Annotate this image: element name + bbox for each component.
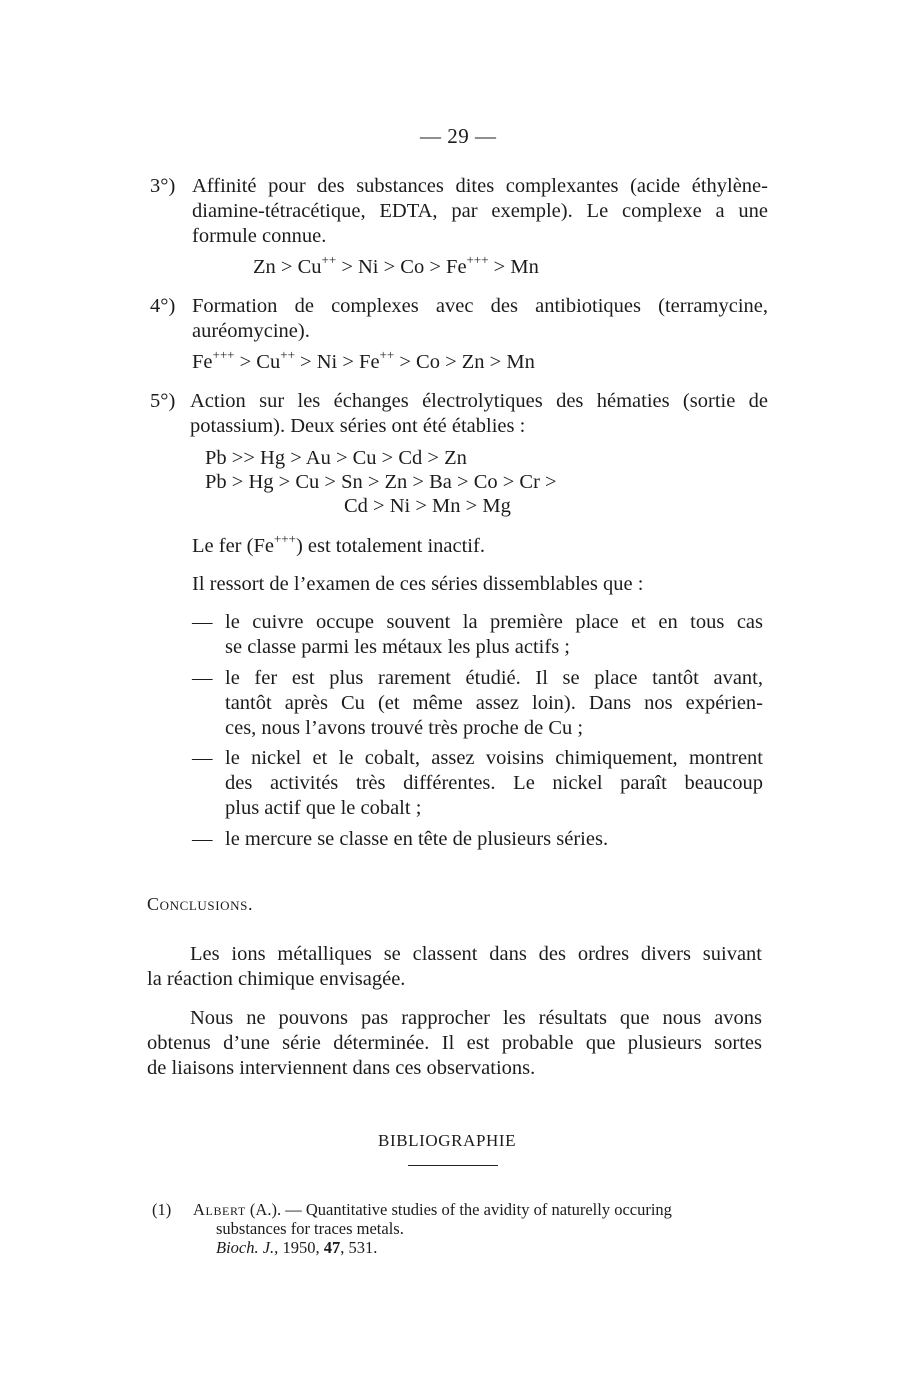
bullet-2-line-3: ces, nous l’avons trouvé très proche de Cu ; <box>225 717 584 739</box>
item-4-line-2: auréomycine). <box>192 320 310 342</box>
bullet-2-line-1: le fer est plus rarement étudié. Il se place tantôt avant, <box>225 667 763 689</box>
page-number: — 29 — <box>420 124 497 148</box>
bullet-2-line-2: tantôt après Cu (et même assez loin). Dans nos expérien- <box>225 692 763 714</box>
series-text: > Cu <box>234 351 281 373</box>
note-text: Le fer (Fe <box>192 535 274 557</box>
item-5-series-1: Pb >> Hg > Au > Cu > Cd > Zn <box>205 447 467 469</box>
conclusions-para-2-line-1: Nous ne pouvons pas rapprocher les résultats que nous avons <box>190 1007 762 1029</box>
series-text: Zn > Cu <box>253 256 322 278</box>
charge-superscript: ++ <box>321 252 337 268</box>
bullet-1-line-2: se classe parmi les métaux les plus actifs ; <box>225 636 570 658</box>
conclusions-heading: Conclusions. <box>147 894 254 914</box>
conclusions-para-1-line-1: Les ions métalliques se classent dans des ordres divers suivant <box>190 943 762 965</box>
charge-superscript: +++ <box>466 252 489 268</box>
item-5-series-2: Pb > Hg > Cu > Sn > Zn > Ba > Co > Cr > <box>205 471 557 493</box>
heading-divider <box>408 1165 498 1166</box>
reference-pages: , 531. <box>340 1238 378 1257</box>
bullet-dash: — <box>192 828 213 850</box>
item-3-line-1: Affinité pour des substances dites complexantes (acide éthylène- <box>192 175 768 197</box>
reference-journal: Bioch. J., <box>216 1238 279 1257</box>
item-5-line-1: Action sur les échanges électrolytiques des hématies (sortie de <box>190 390 768 412</box>
bibliography-heading: BIBLIOGRAPHIE <box>378 1131 517 1150</box>
item-3-number: 3°) <box>150 175 176 197</box>
item-4-line-1: Formation de complexes avec des antibiotiques (terramycine, <box>192 295 768 317</box>
conclusions-para-2-line-3: de liaisons interviennent dans ces observations. <box>147 1057 536 1079</box>
conclusions-para-2-line-2: obtenus d’une série déterminée. Il est probable que plusieurs sortes <box>147 1032 762 1054</box>
bullet-3-line-1: le nickel et le cobalt, assez voisins chimiquement, montrent <box>225 747 763 769</box>
item-5-series-2-cont: Cd > Ni > Mn > Mg <box>344 495 511 517</box>
iron-note <box>192 531 485 559</box>
item-3-line-3: formule connue. <box>192 225 327 247</box>
bullet-3-line-3: plus actif que le cobalt ; <box>225 797 422 819</box>
series-text: > Ni > Fe <box>294 351 380 373</box>
bullet-dash: — <box>192 611 213 633</box>
charge-superscript: ++ <box>379 347 395 363</box>
series-text: > Co > Zn > Mn <box>394 351 535 373</box>
item-3-line-2: diamine-tétracétique, EDTA, par exemple). Le complexe a une <box>192 200 768 222</box>
charge-superscript: +++ <box>212 347 235 363</box>
item-5-number: 5°) <box>150 390 176 412</box>
item-5-line-2: potassium). Deux séries ont été établies : <box>190 415 526 437</box>
series-text: > Ni > Co > Fe <box>336 256 467 278</box>
conclusions-para-1-line-2: la réaction chimique envisagée. <box>147 968 406 990</box>
bullet-4-line-1: le mercure se classe en tête de plusieurs séries. <box>225 828 609 850</box>
item-4-series <box>192 347 535 375</box>
note-text: ) est totalement inactif. <box>295 535 485 557</box>
series-text: Fe <box>192 351 213 373</box>
observation-intro: Il ressort de l’examen de ces séries dissemblables que : <box>192 573 644 595</box>
reference-author: Albert <box>193 1200 246 1219</box>
reference-number: (1) <box>152 1200 172 1219</box>
reference-1-line-1 <box>193 1200 672 1219</box>
charge-superscript: ++ <box>280 347 295 363</box>
reference-title: (A.). — Quantitative studies of the avidity of naturelly occuring <box>245 1200 672 1219</box>
item-3-series <box>253 252 539 280</box>
bullet-3-line-2: des activités très différentes. Le nickel paraît beaucoup <box>225 772 763 794</box>
bullet-1-line-1: le cuivre occupe souvent la première place et en tous cas <box>225 611 763 633</box>
series-text: > Mn <box>488 256 539 278</box>
reference-year: 1950, <box>278 1238 324 1257</box>
item-4-number: 4°) <box>150 295 176 317</box>
reference-1-line-3 <box>216 1238 377 1257</box>
bullet-dash: — <box>192 747 213 769</box>
charge-superscript: +++ <box>273 531 296 547</box>
reference-1-line-2: substances for traces metals. <box>216 1219 404 1238</box>
reference-volume: 47 <box>323 1238 341 1257</box>
bullet-dash: — <box>192 667 213 689</box>
